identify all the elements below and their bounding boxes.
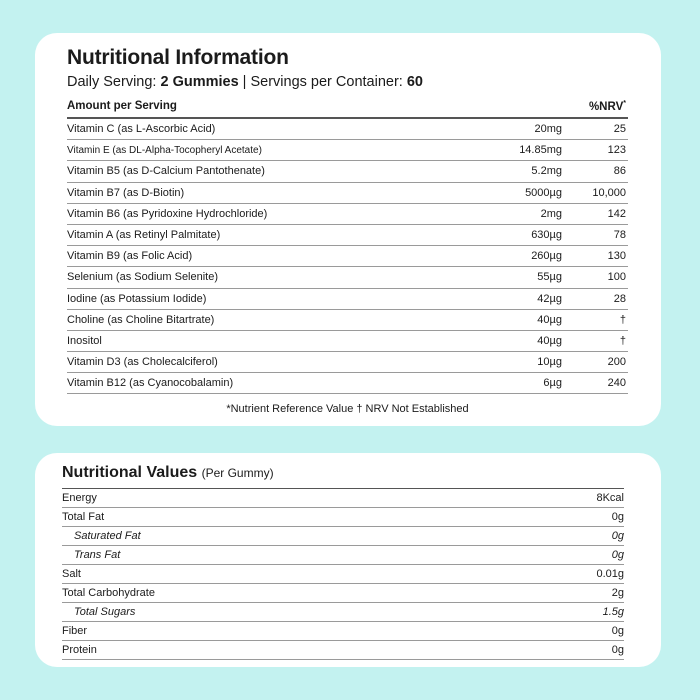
value-name: Protein — [62, 641, 524, 660]
serving-prefix: Daily Serving: — [67, 74, 161, 90]
value-amount: 8Kcal — [524, 489, 624, 508]
nutrient-amount: 630µg — [472, 224, 562, 245]
nutrient-nrv: 25 — [562, 118, 628, 140]
nutrient-table — [67, 95, 628, 394]
value-name: Salt — [62, 565, 524, 584]
table-row — [67, 288, 628, 309]
nutrient-amount: 5000µg — [472, 182, 562, 203]
value-name: Fiber — [62, 622, 524, 641]
nutrient-name: Vitamin B5 (as D-Calcium Pantothenate) — [67, 161, 472, 182]
nutrient-nrv: 123 — [562, 140, 628, 161]
nutrient-nrv: 130 — [562, 246, 628, 267]
nutrient-amount: 40µg — [472, 309, 562, 330]
nutrient-name: Choline (as Choline Bitartrate) — [67, 309, 472, 330]
nutritional-values-heading: Nutritional Values — [62, 464, 198, 481]
table-row — [62, 489, 624, 508]
nutrient-name: Iodine (as Potassium Iodide) — [67, 288, 472, 309]
nutrient-name: Vitamin B7 (as D-Biotin) — [67, 182, 472, 203]
nutritional-values-title — [62, 461, 624, 485]
nutrient-name: Vitamin B6 (as Pyridoxine Hydrochloride) — [67, 203, 472, 224]
table-row — [67, 161, 628, 182]
table-row — [67, 182, 628, 203]
per-gummy-label: (Per Gummy) — [201, 466, 274, 480]
nutrient-nrv: 100 — [562, 267, 628, 288]
nutrient-nrv: † — [562, 330, 628, 351]
nutrient-name: Vitamin B12 (as Cyanocobalamin) — [67, 373, 472, 394]
nutrient-amount: 6µg — [472, 373, 562, 394]
serving-value: 2 Gummies — [160, 74, 239, 90]
nutrient-amount: 260µg — [472, 246, 562, 267]
value-amount: 0g — [524, 622, 624, 641]
value-amount: 2g — [524, 584, 624, 603]
nutrient-amount: 14.85mg — [472, 140, 562, 161]
nutrient-amount: 55µg — [472, 267, 562, 288]
value-name: Total Sugars — [62, 603, 524, 622]
nutrient-amount: 20mg — [472, 118, 562, 140]
serving-info — [67, 72, 628, 92]
nutrient-amount: 2mg — [472, 203, 562, 224]
table-row — [62, 546, 624, 565]
value-name: Energy — [62, 489, 524, 508]
table-row — [62, 527, 624, 546]
table-row — [62, 508, 624, 527]
table-row — [67, 118, 628, 140]
nutrient-nrv: 200 — [562, 352, 628, 373]
values-table — [62, 488, 624, 660]
nutrient-table-header — [67, 95, 628, 118]
table-row — [62, 622, 624, 641]
nrv-footnote: *Nutrient Reference Value † NRV Not Established — [226, 403, 469, 416]
value-name: Total Carbohydrate — [62, 584, 524, 603]
nutrient-nrv: 10,000 — [562, 182, 628, 203]
nutrient-name: Vitamin C (as L-Ascorbic Acid) — [67, 118, 472, 140]
value-amount: 0g — [524, 546, 624, 565]
table-row — [62, 641, 624, 660]
nutrient-nrv: 86 — [562, 161, 628, 182]
value-amount: 0g — [524, 508, 624, 527]
nutrient-nrv: 78 — [562, 224, 628, 245]
nutrient-nrv: 28 — [562, 288, 628, 309]
value-amount: 0.01g — [524, 565, 624, 584]
table-row — [67, 373, 628, 394]
table-row — [67, 203, 628, 224]
value-amount: 0g — [524, 527, 624, 546]
table-row — [67, 224, 628, 245]
value-name: Total Fat — [62, 508, 524, 527]
nutrient-amount: 5.2mg — [472, 161, 562, 182]
table-row — [67, 352, 628, 373]
nutrient-name: Vitamin B9 (as Folic Acid) — [67, 246, 472, 267]
table-row — [62, 584, 624, 603]
table-row — [67, 246, 628, 267]
value-name: Saturated Fat — [62, 527, 524, 546]
nrv-header-label: %NRV — [588, 100, 624, 113]
value-amount: 0g — [524, 641, 624, 660]
nutritional-information-card — [35, 33, 661, 426]
servings-value: 60 — [406, 74, 423, 90]
table-row — [62, 603, 624, 622]
value-amount: 1.5g — [524, 603, 624, 622]
nutritional-values-card — [35, 453, 661, 667]
table-row — [67, 309, 628, 330]
value-name: Trans Fat — [62, 546, 524, 565]
table-row — [67, 330, 628, 351]
nutrient-name: Vitamin D3 (as Cholecalciferol) — [67, 352, 472, 373]
nutrient-amount: 10µg — [472, 352, 562, 373]
nrv-header-mark: * — [623, 99, 626, 107]
nutrient-name: Inositol — [67, 330, 472, 351]
nutrient-name: Selenium (as Sodium Selenite) — [67, 267, 472, 288]
nutrient-name: Vitamin A (as Retinyl Palmitate) — [67, 224, 472, 245]
servings-label: | Servings per Container: — [238, 74, 407, 90]
nutrient-amount: 42µg — [472, 288, 562, 309]
table-row — [67, 267, 628, 288]
nutrient-nrv: † — [562, 309, 628, 330]
nutritional-information-title: Nutritional Information — [67, 46, 289, 69]
nutrient-nrv: 240 — [562, 373, 628, 394]
table-row — [67, 140, 628, 161]
nutrient-name: Vitamin E (as DL-Alpha-Tocopheryl Acetate) — [67, 140, 472, 161]
nutrient-nrv: 142 — [562, 203, 628, 224]
nrv-header — [562, 95, 628, 118]
nutrient-amount: 40µg — [472, 330, 562, 351]
amount-per-serving-header: Amount per Serving — [67, 100, 177, 112]
table-row — [62, 565, 624, 584]
